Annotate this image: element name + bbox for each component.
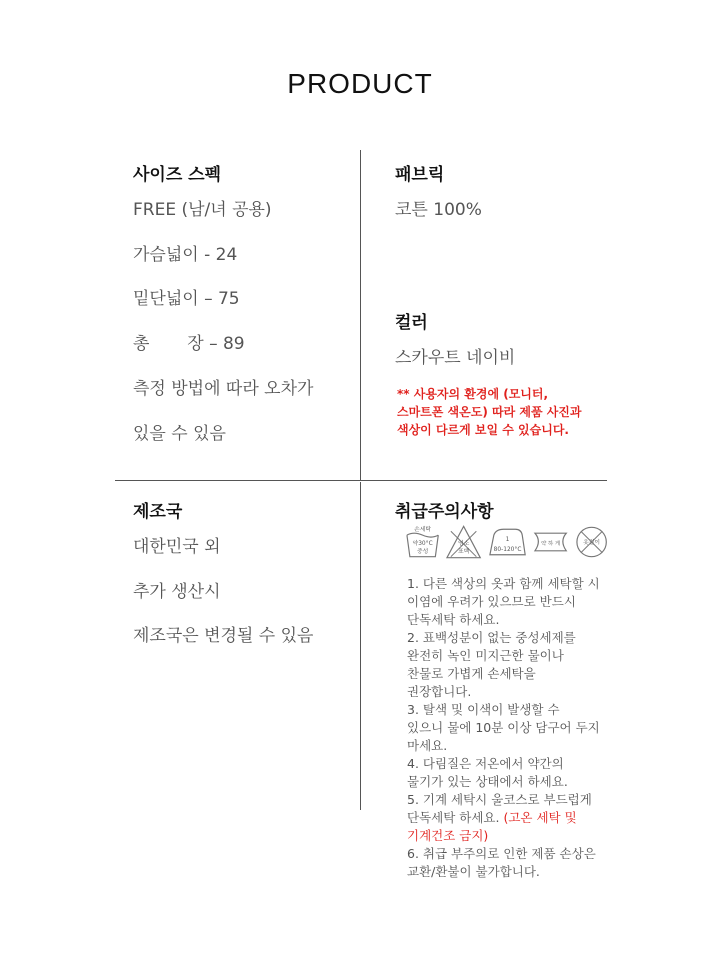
gentle-label: 약 하 게 bbox=[540, 540, 560, 547]
hang-dry-icon bbox=[573, 523, 610, 561]
vertical-divider-top bbox=[360, 150, 361, 480]
origin-heading: 제조국 bbox=[133, 502, 183, 522]
care-instructions bbox=[407, 575, 612, 881]
care-line: 6. 취급 부주의로 인한 제품 손상은 bbox=[407, 846, 596, 861]
hand-wash-icon bbox=[404, 523, 441, 561]
chlorine-label: 염소 bbox=[458, 540, 470, 547]
color-value: 스카우트 네이비 bbox=[395, 348, 516, 368]
care-symbols bbox=[404, 522, 610, 562]
care-line: 1. 다른 색상의 옷과 함께 세탁할 시 bbox=[407, 576, 600, 591]
hand-wash-bottom-label: 중성 bbox=[416, 548, 429, 555]
care-line: 5. 기계 세탁시 울코스로 부드럽게 bbox=[407, 792, 592, 807]
color-notice bbox=[397, 385, 617, 439]
origin-line: 대한민국 외 bbox=[133, 537, 221, 557]
care-line: 단독세탁 하세요. bbox=[407, 612, 500, 627]
iron-icon bbox=[486, 523, 527, 561]
notice-line: 색상이 다르게 보일 수 있습니다. bbox=[397, 423, 569, 437]
iron-temp-label: 80-120°C bbox=[494, 546, 522, 553]
notice-line: 스마트폰 색온도) 따라 제품 사진과 bbox=[397, 405, 582, 419]
care-warning-line: 기계건조 금지) bbox=[407, 828, 489, 843]
care-line: 2. 표백성분이 없는 중성세제를 bbox=[407, 630, 576, 645]
care-line: 교환/환불이 불가합니다. bbox=[407, 864, 540, 879]
care-line: 권장합니다. bbox=[407, 684, 472, 699]
size-spec-heading: 사이즈 스펙 bbox=[133, 165, 222, 185]
care-line: 있으니 물에 10분 이상 담구어 두지 bbox=[407, 720, 600, 735]
size-spec-line: 측정 방법에 따라 오차가 bbox=[133, 379, 314, 399]
care-line: 찬물로 가볍게 손세탁을 bbox=[407, 666, 536, 681]
size-spec-line: 밑단넓이 – 75 bbox=[133, 289, 240, 309]
horizontal-divider bbox=[115, 480, 607, 481]
care-line: 3. 탈색 및 이색이 발생할 수 bbox=[407, 702, 560, 717]
size-spec-line: 있을 수 있음 bbox=[133, 424, 226, 444]
care-line: 이염에 우려가 있으므로 반드시 bbox=[407, 594, 576, 609]
size-spec-line: 총 장 – 89 bbox=[133, 334, 245, 354]
origin-line: 제조국은 변경될 수 있음 bbox=[133, 626, 314, 646]
iron-level-label: 1 bbox=[506, 537, 510, 544]
hand-wash-temp-label: 약30°C bbox=[412, 540, 433, 547]
size-spec-line: 가슴넓이 - 24 bbox=[133, 245, 238, 265]
care-line-text: 단독세탁 하세요. bbox=[407, 810, 504, 825]
vertical-divider-bottom bbox=[360, 482, 361, 810]
fabric-value: 코튼 100% bbox=[395, 200, 482, 220]
bleach-label: 표백 bbox=[458, 548, 470, 555]
care-line: 마세요. bbox=[407, 738, 448, 753]
gentle-wring-icon bbox=[532, 523, 569, 561]
page-title: PRODUCT bbox=[287, 68, 433, 99]
origin-line: 추가 생산시 bbox=[133, 582, 221, 602]
care-heading: 취급주의사항 bbox=[395, 502, 494, 522]
care-line: 완전히 녹인 미지근한 물이나 bbox=[407, 648, 564, 663]
fabric-heading: 패브릭 bbox=[395, 165, 445, 185]
hanger-label: 옷걸이 bbox=[582, 539, 600, 546]
care-line bbox=[407, 809, 612, 827]
size-spec-line: FREE (남/녀 공용) bbox=[133, 200, 272, 220]
no-chlorine-bleach-icon bbox=[445, 523, 482, 561]
hand-wash-top-label: 손세탁 bbox=[414, 527, 432, 534]
color-heading: 컬러 bbox=[395, 313, 428, 333]
notice-line: ** 사용자의 환경에 (모니터, bbox=[397, 387, 549, 401]
care-line: 4. 다림질은 저온에서 약간의 bbox=[407, 756, 564, 771]
care-warning-text: (고온 세탁 및 bbox=[503, 810, 577, 825]
care-line: 물기가 있는 상태에서 하세요. bbox=[407, 774, 568, 789]
